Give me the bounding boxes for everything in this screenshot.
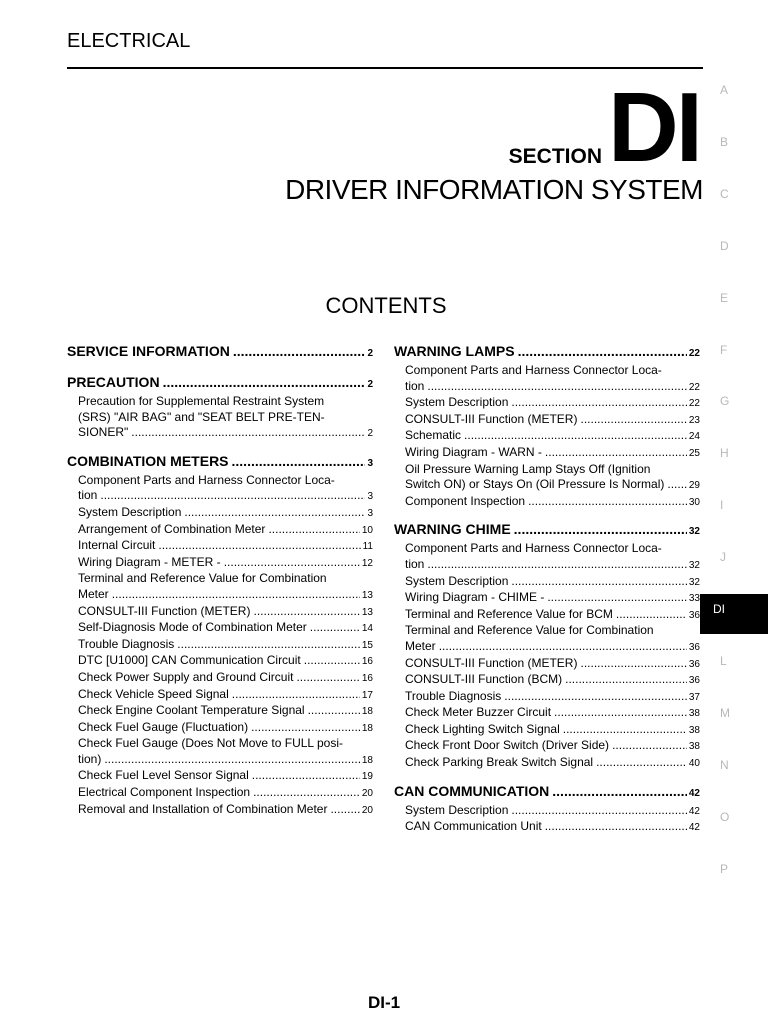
toc-leader [232, 687, 360, 703]
toc-page-number: 11 [362, 541, 373, 553]
toc-page-number: 25 [688, 447, 700, 459]
toc-item[interactable] [67, 538, 373, 555]
toc-page-number: 36 [688, 658, 700, 670]
toc-item[interactable] [67, 670, 373, 687]
toc-page-number: 42 [688, 805, 700, 817]
toc-item[interactable] [394, 395, 700, 412]
toc-item[interactable] [67, 604, 373, 621]
index-tab-label: I [720, 498, 724, 513]
toc-page-number: 24 [688, 431, 700, 443]
index-tab-label: O [720, 809, 730, 824]
toc-item-title: Check Fuel Gauge (Fluctuation) [78, 719, 249, 734]
toc-leader [308, 703, 360, 719]
toc-item[interactable] [394, 705, 700, 722]
section-code: DI [608, 72, 700, 182]
toc-item[interactable] [67, 736, 373, 768]
index-tab-label: D [720, 238, 729, 253]
toc-page-number: 38 [688, 741, 700, 753]
index-tab-n[interactable] [700, 750, 768, 790]
toc-item-title: Switch ON) or Stays On (Oil Pressure Is Normal) [405, 477, 665, 492]
toc-leader [504, 689, 687, 705]
toc-leader [596, 755, 687, 771]
toc-leader [253, 785, 360, 801]
toc-leader [184, 505, 365, 521]
toc-leader [100, 488, 365, 504]
toc-page-number: 18 [361, 722, 373, 734]
toc-item-title: tion [405, 378, 425, 393]
toc-leader [612, 738, 687, 754]
toc-item-title: Check Vehicle Speed Signal [78, 686, 229, 701]
index-tab-label: M [720, 705, 730, 720]
toc-page-number: 32 [688, 576, 700, 588]
toc-item-title: Electrical Component Inspection [78, 785, 251, 800]
toc-leader [253, 604, 359, 620]
toc-heading-title: CAN COMMUNICATION [394, 782, 550, 799]
toc-item[interactable] [394, 363, 700, 395]
toc-item[interactable] [67, 687, 373, 704]
toc-page-number: 38 [688, 724, 700, 736]
toc-leader [251, 720, 360, 736]
toc-item[interactable] [394, 738, 700, 755]
toc-page-number: 20 [361, 804, 373, 816]
toc-page-number: 37 [688, 691, 700, 703]
toc-item[interactable] [67, 802, 373, 819]
toc-page-number: 19 [361, 771, 373, 783]
toc-leader [580, 412, 686, 428]
index-tab-c[interactable] [700, 179, 768, 219]
toc-item[interactable] [394, 412, 700, 429]
toc-page-number: 13 [361, 589, 373, 601]
toc-item[interactable] [394, 689, 700, 706]
toc-heading-title: WARNING CHIME [394, 521, 511, 538]
index-tab-label: H [720, 446, 729, 461]
toc-item[interactable] [394, 623, 700, 655]
toc-page-number: 3 [367, 507, 373, 519]
toc-leader [528, 494, 687, 510]
index-tab-label: G [720, 394, 730, 409]
index-tab-label: J [720, 550, 726, 565]
toc-item[interactable] [394, 656, 700, 673]
header-category: ELECTRICAL [67, 30, 191, 52]
toc-item[interactable] [67, 620, 373, 637]
toc-leader [163, 373, 366, 391]
toc-page-number: 33 [688, 593, 700, 605]
toc-item-line: Oil Pressure Warning Lamp Stays Off (Ignition [405, 461, 651, 476]
toc-item-title: Wiring Diagram - WARN - [405, 444, 542, 459]
toc-page-number: 20 [361, 788, 373, 800]
section-label: SECTION [508, 145, 602, 168]
toc-heading-title: PRECAUTION [67, 374, 160, 390]
toc-item-title: System Description [405, 802, 509, 817]
toc-page-number: 18 [361, 706, 373, 718]
index-tab-f[interactable] [700, 335, 768, 375]
toc-page-number: 22 [688, 398, 700, 410]
toc-item[interactable] [67, 653, 373, 670]
toc-page-number: 14 [361, 623, 373, 635]
toc-right-column [394, 342, 700, 836]
toc-item[interactable] [67, 571, 373, 603]
index-tab-label: P [720, 861, 729, 876]
toc-item[interactable] [394, 541, 700, 573]
index-tab-e[interactable] [700, 283, 768, 323]
toc-item-title: CONSULT-III Function (BCM) [405, 672, 563, 687]
toc-item-title: tion [78, 488, 98, 503]
toc-item-line: (SRS) "AIR BAG" and "SEAT BELT PRE-TEN- [78, 409, 325, 424]
toc-heading[interactable] [67, 452, 373, 473]
toc-item-title: Check Fuel Level Sensor Signal [78, 768, 249, 783]
toc-item-title: System Description [78, 504, 182, 519]
toc-item[interactable] [394, 819, 700, 836]
index-tab-g[interactable] [700, 386, 768, 426]
toc-item[interactable] [394, 428, 700, 445]
toc-leader [439, 639, 687, 655]
toc-leader [268, 522, 359, 538]
toc-leader [233, 342, 366, 360]
toc-page-number: 16 [361, 656, 373, 668]
toc-leader [131, 425, 365, 441]
toc-page-number: 22 [688, 381, 700, 393]
index-tab-l[interactable] [700, 646, 768, 686]
toc-item-line: Precaution for Supplemental Restraint System [78, 394, 325, 408]
toc-heading[interactable] [67, 342, 373, 363]
toc-leader [330, 802, 359, 818]
toc-page-number: 15 [361, 639, 373, 651]
toc-leader [547, 590, 687, 606]
toc-item[interactable] [67, 768, 373, 785]
toc-leader [304, 653, 360, 669]
toc-item[interactable] [394, 494, 700, 511]
toc-page-number: 13 [361, 606, 373, 618]
toc-leader [511, 803, 687, 819]
toc-item[interactable] [67, 522, 373, 539]
toc-item-line: Component Parts and Harness Connector Loca- [78, 472, 335, 487]
toc-page-number: 42 [688, 787, 700, 799]
toc-leader [224, 555, 360, 571]
toc-heading[interactable] [394, 520, 700, 541]
toc-item-title: SIONER" [78, 425, 129, 440]
toc-item-line: Component Parts and Harness Connector Loca- [405, 541, 662, 556]
toc-item-title: Self-Diagnosis Mode of Combination Meter [78, 620, 307, 635]
toc-leader [545, 445, 687, 461]
toc-item-title: Arrangement of Combination Meter [78, 521, 266, 536]
toc-left-column [67, 342, 373, 818]
toc-leader [177, 637, 360, 653]
toc-heading-title: WARNING LAMPS [394, 343, 515, 359]
toc-item[interactable] [67, 720, 373, 737]
toc-item-title: Component Inspection [405, 493, 526, 508]
toc-heading[interactable] [394, 782, 700, 803]
toc-page-number: 29 [688, 480, 700, 492]
toc-leader [427, 557, 687, 573]
section-title: DRIVER INFORMATION SYSTEM [285, 174, 703, 205]
toc-page-number: 32 [688, 559, 700, 571]
toc-leader [545, 819, 687, 835]
toc-item-title: Check Meter Buzzer Circuit [405, 705, 552, 720]
toc-item-title: Trouble Diagnosis [78, 636, 175, 651]
toc-page-number: 32 [688, 526, 700, 538]
toc-leader [552, 782, 687, 800]
toc-item-title: tion) [78, 751, 102, 766]
toc-item-title: Removal and Installation of Combination Meter [78, 801, 328, 816]
toc-heading-title: SERVICE INFORMATION [67, 343, 230, 359]
toc-item-title: Terminal and Reference Value for BCM [405, 606, 613, 621]
toc-leader [511, 574, 687, 590]
toc-item[interactable] [394, 755, 700, 772]
toc-item-title: DTC [U1000] CAN Communication Circuit [78, 653, 301, 668]
toc-page-number: 2 [367, 379, 373, 390]
toc-item[interactable] [67, 555, 373, 572]
toc-leader [232, 452, 366, 470]
toc-page-number: 22 [688, 348, 700, 359]
toc-item-title: Wiring Diagram - CHIME - [405, 590, 545, 605]
toc-leader [580, 656, 686, 672]
toc-item[interactable] [394, 722, 700, 739]
header-rule [67, 67, 703, 69]
index-tab-h[interactable] [700, 438, 768, 478]
toc-item-title: Check Power Supply and Ground Circuit [78, 669, 294, 684]
toc-page-number: 18 [361, 754, 373, 766]
toc-item-title: Check Lighting Switch Signal [405, 721, 560, 736]
toc-item-title: CONSULT-III Function (METER) [405, 655, 578, 670]
toc-heading[interactable] [67, 373, 373, 394]
toc-leader [554, 705, 687, 721]
toc-page-number: 3 [367, 491, 373, 503]
toc-item[interactable] [67, 505, 373, 522]
toc-item[interactable] [67, 473, 373, 505]
index-tab-o[interactable] [700, 802, 768, 842]
toc-leader [514, 520, 687, 538]
toc-item-line: Component Parts and Harness Connector Loca- [405, 363, 662, 377]
index-tab-label: L [720, 653, 727, 668]
toc-item[interactable] [67, 785, 373, 802]
toc-item[interactable] [67, 394, 373, 442]
toc-item-title: Check Engine Coolant Temperature Signal [78, 703, 305, 718]
toc-leader [252, 768, 360, 784]
toc-leader [518, 342, 687, 360]
page-number: DI-1 [367, 993, 401, 1012]
toc-page-number: 16 [361, 672, 373, 684]
toc-item[interactable] [394, 574, 700, 591]
toc-item[interactable] [67, 637, 373, 654]
toc-page-number: 2 [367, 348, 373, 359]
toc-leader [563, 722, 687, 738]
toc-leader [427, 379, 687, 395]
toc-page-number: 36 [688, 641, 700, 653]
toc-item[interactable] [394, 607, 700, 624]
toc-page-number: 17 [361, 689, 373, 701]
toc-item-title: Internal Circuit [78, 538, 156, 553]
toc-page-number: 30 [688, 496, 700, 508]
toc-item-title: CONSULT-III Function (METER) [78, 603, 251, 618]
toc-item-title: Check Front Door Switch (Driver Side) [405, 738, 610, 753]
toc-page-number: 10 [361, 524, 373, 536]
toc-item-title: Trouble Diagnosis [405, 688, 502, 703]
toc-item[interactable] [394, 672, 700, 689]
index-tab-label: B [720, 134, 729, 149]
toc-leader [112, 587, 360, 603]
index-tab-label: E [720, 290, 729, 305]
toc-leader [667, 477, 686, 493]
toc-heading[interactable] [394, 342, 700, 363]
toc-leader [104, 752, 360, 768]
toc-leader [511, 395, 687, 411]
toc-item-title: Schematic [405, 428, 462, 443]
toc-page-number: 38 [688, 708, 700, 720]
index-tab-i[interactable] [700, 490, 768, 530]
toc-item-line: Check Fuel Gauge (Does Not Move to FULL posi- [78, 736, 344, 751]
index-tab-d[interactable] [700, 231, 768, 271]
toc-item-line: Terminal and Reference Value for Combination [78, 571, 327, 586]
toc-page-number: 12 [361, 557, 373, 569]
toc-item-title: Check Parking Break Switch Signal [405, 755, 594, 770]
toc-page-number: 40 [688, 758, 700, 770]
toc-item[interactable] [67, 703, 373, 720]
toc-item-line: Terminal and Reference Value for Combination [405, 623, 654, 638]
index-tab-j[interactable] [700, 542, 768, 582]
index-tab-label: A [720, 83, 729, 97]
index-tab-p[interactable] [700, 854, 768, 894]
toc-item[interactable] [394, 445, 700, 462]
toc-item-title: System Description [405, 395, 509, 410]
contents-title: CONTENTS [325, 293, 447, 318]
index-tab-label: N [720, 757, 729, 772]
index-tab-di[interactable] [700, 594, 768, 634]
toc-item[interactable] [394, 590, 700, 607]
index-tab-b[interactable] [700, 127, 768, 167]
contents-heading [0, 290, 768, 319]
index-tab-label: C [720, 186, 729, 201]
toc-item-title: Meter [405, 638, 436, 653]
toc-item[interactable] [394, 803, 700, 820]
toc-page-number: 3 [367, 457, 373, 469]
toc-item-title: tion [405, 556, 425, 571]
toc-page-number: 36 [688, 609, 700, 621]
toc-item[interactable] [394, 462, 700, 494]
toc-leader [310, 620, 360, 636]
toc-heading-title: COMBINATION METERS [67, 452, 229, 469]
index-tab-label: DI [713, 602, 725, 616]
index-tab-m[interactable] [700, 698, 768, 738]
index-tab-label: F [720, 342, 728, 357]
toc-item-title: CONSULT-III Function (METER) [405, 411, 578, 426]
toc-item-title: CAN Communication Unit [405, 819, 542, 834]
toc-page-number: 42 [688, 822, 700, 834]
toc-page-number: 23 [688, 414, 700, 426]
toc-leader [296, 670, 359, 686]
toc-leader [158, 538, 360, 554]
toc-page-number: 2 [367, 428, 373, 440]
toc-item-title: System Description [405, 573, 509, 588]
toc-item-title: Wiring Diagram - METER - [78, 554, 221, 569]
toc-leader [565, 672, 687, 688]
toc-page-number: 36 [688, 675, 700, 687]
toc-leader [464, 428, 687, 444]
index-tab-a[interactable] [700, 75, 768, 115]
toc-item-title: Meter [78, 586, 109, 601]
toc-leader [616, 607, 687, 623]
